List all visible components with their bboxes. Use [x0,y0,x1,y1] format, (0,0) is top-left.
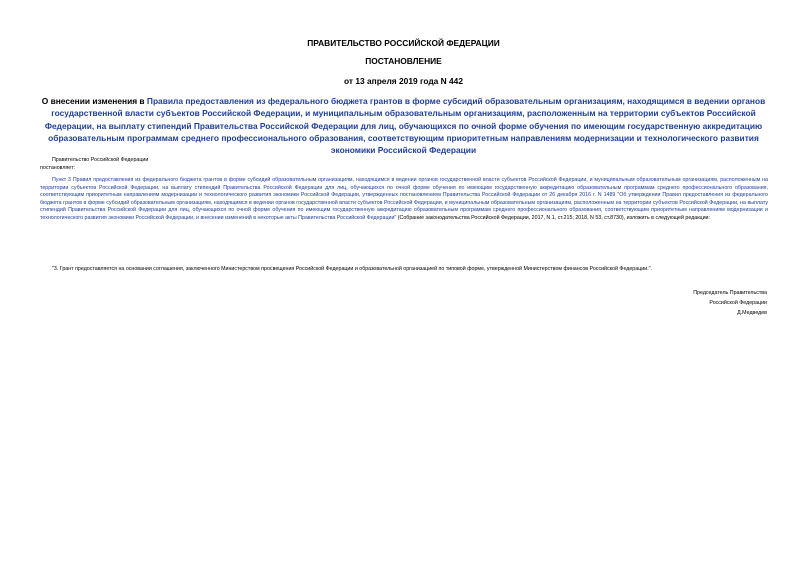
document-title [36,95,771,156]
new-wording-paragraph: "3. Грант предоставляется на основании соглашения, заключенного Министерством просвещения Российской Федерации и образовательной организацией по типовой форме, утвержденной Министерством финансов Российской Федерации.". [52,266,652,272]
date-number-heading: от 13 апреля 2019 года N 442 [344,76,463,86]
government-heading: ПРАВИТЕЛЬСТВО РОССИЙСКОЙ ФЕДЕРАЦИИ [307,38,500,48]
title-prefix: О внесении изменения в [41,96,147,106]
signature-name: Д.Медведев [737,310,767,316]
title-rules-link[interactable]: Правила предоставления из федерального бюджета грантов в форме субсидий образовательным организациям, находящимся в ведении органов государственной власти субъектов Российской Федерации, и муниципальным образовательным организациям, расположенным на территории субъектов Российской Федерации, на выплату стипендий Правительства Российской Федерации для лиц, обучающихся по очной форме обучения по имеющим государственную аккредитацию образовательным программам среднего профессионального образования, соответствующим приоритетным направлениям модернизации и технологического развития экономики Российской Федерации [44,96,766,156]
intro-line-2: постановляет: [40,165,75,171]
intro-line-1: Правительство Российской Федерации [52,157,149,163]
signature-country: Российской Федерации [709,300,767,306]
signature-position: Председатель Правительства [693,290,767,296]
point-3-link[interactable]: Пункт 3 Правил предоставления из федерального бюджета грантов в форме субсидий образовательным организациям, находящимся в ведении органов государственной власти субъектов Российской Федерации, и муниципальным образовательным организациям, расположенным на территории субъектов Российской Федерации, на выплату стипендий Правительства Российской Федерации для лиц, обучающихся по очной форме обучения по имеющим государственную аккредитацию образовательным программам среднего профессионального образования, соответствующим приоритетным направлениям модернизации и технологического развития экономики Российской Федерации, утвержденных постановлением Правительства Российской Федерации от 26 декабря 2016 г. N 1489 "Об утверждении Правил предоставления из федерального бюджета грантов в форме субсидий образовательным организациям, находящимся в ведении органов государственной власти субъектов Российской Федерации, и муниципальным образовательным организациям, расположенным на территории субъектов Российской Федерации, на выплату стипендий Правительства Российской Федерации для лиц, обучающихся по очной форме обучения по имеющим государственную аккредитацию образовательным программам среднего профессионального образования, соответствующим приоритетным направлениям модернизации и технологического развития экономики Российской Федерации, и внесении изменений в некоторые акты Правительства Российской Федерации" [40,177,768,221]
amendment-paragraph [40,177,768,223]
document-type-heading: ПОСТАНОВЛЕНИЕ [365,56,442,66]
amendment-paragraph-tail: (Собрание законодательства Российской Федерации, 2017, N 1, ст.215; 2018, N 53, ст.8730), изложить в следующей редакции: [396,214,710,221]
